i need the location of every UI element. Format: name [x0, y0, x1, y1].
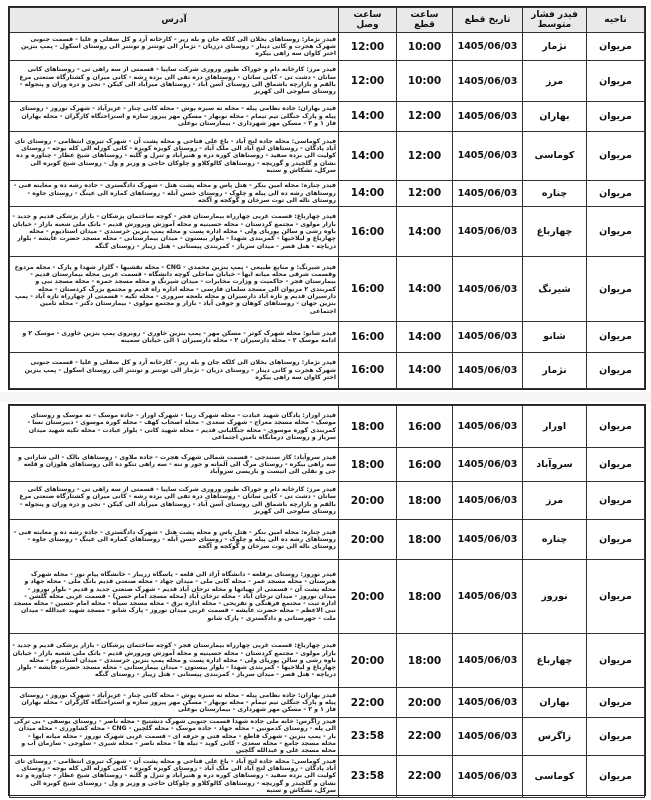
address-cell: فیدر اورار: پادگان شهید عبادت - محله شهرک زیبا - شهرک اورار - جاده موسک - ته موسک و روستای موسک - محله مسجد معراج - شهرک سعدی - محله اصحاب کهف - محله کوره موسوی - دبیرستان نسا - کمربندی کوره موسوی - محله جنگلبانی قدیم - محله شهید کانی - بلوار عبادت - محله تکیه شهید میدان سرباز و روستای درمانگاه تامین اجتماعی	[10, 406, 339, 448]
feeder-cell: اورار	[523, 406, 587, 448]
schedule-table	[9, 7, 645, 389]
table-row	[10, 132, 645, 181]
region-cell: مریوان	[587, 688, 645, 718]
address-cell: فیدر چهارباغ: قسمت غربی چهارراه بیمارستان فجر - کوچه ساختمان پزشکان - بازار پزشکی قدیم و جدید - بازار مولوی - مجتمع کردستان - محله حسینیه و محله آموزش وپرورش قدیم - بانک ملی شعبه بازار - خیابان باوه رشی و سالن پوریای ولی - محله اداره پست و محله پمپ بنزین خرسندی - میدان استادیوم - محله چهارباغ و لیلاخیها - کمربندی شهدا - بلوار بیستون - میدان بیمارستانی - محله مسجد حضرت عایشه - بلوار دریاچه - هتل قصر - میدان سرباز - کمربندی پیستانی - هتل زیبار - روستای گنگه	[10, 206, 339, 257]
connect-time-cell: 23:58	[339, 755, 397, 797]
address-cell: فیدر مرز: کارخانه دام و خوراک طیور وروری شرکت ساپیا - قسمتی از سه راهی تی - روستاهای کانی سانان - دشت تی - کانی سانان - روستاهای دره تفی الی برده رشه - کانی میران و کشتارگاه صنعتی مرغ بالقم و بازارچه باشماق الی روستای آسن آباد - روستاهای میرآباد الی کیکن - نجی و دره وران و پنجوله - روستای سلوجی الی کهریز	[10, 61, 339, 101]
date-cell: 1405/06/03	[453, 718, 523, 756]
outage-table-top	[8, 6, 646, 390]
region-cell: مریوان	[587, 322, 645, 352]
feeder-cell: بهاران	[523, 101, 587, 131]
address-cell: فیدر کوماسی: محله جاده لنج آباد - باغ علی فتاحی و محله پشت آن - شهرک تیروی انتظامی - روستای تای آباد پادگان - روستاهای لنج آباد الی ملک آباد - روستای کویزه کویزه - کانی کوزله الی کله بوجه - روستای کولیت الی برده سفید - روستاهای کوره دره و هنیرآباد و تنرل و گلبه - روستاهای شیخ عطار - چناوره و ده نشان و گلچیدر و گوریچه - روستاهای کالوکلاو و چلوکان حاجی و وزیر و ول - روستای شیخ کوبره الی سرکل، نشکاش و ستبه	[10, 755, 339, 797]
address-cell: فیدر سروآباد: کاز سنندجی - قسمت شمالی شهرک هجرت - جاده ملاوی - روستاهای بالک - الی شارانی و سه راهی بیکره - روستای مرگ الی آلمانه و جور و ننه - سه راهی تنکو ده الی روستاهای هلوزان و قلعه جی و نقلی الی انیست و باریسی سروآباد	[10, 448, 339, 482]
table-row	[10, 352, 645, 388]
date-cell: 1405/06/03	[453, 257, 523, 322]
address-cell: فیدر نژمار: روستاهای بخلان الی کلکه جان و بله زیر - کارخانه آرد و کل سقلی و علیا - قسمت جنوبی شهرک هجرت و کانی دینار - روستای درزیان - نژمار الی تونتنر و تونتنر الی روستای اسکول - پمپ بنزین اختر کاوان سه راهی بیکره	[10, 33, 339, 61]
header-address: آدرس	[10, 8, 339, 33]
feeder-cell: بهاران	[523, 688, 587, 718]
address-cell: فیدر چناره: محله امین بنکر - هتل پاس و محله پشت هتل - شهرک دادگستری - جاده رشه ده و معاینه فنی - روستاهای رشه ده الی پیله و چلوک - روستای حسن آبله - روستاهای کماره الی عینگ - روستای جاوه - روستای ناله الی توت سرخان و گوکجه و آگجه	[10, 180, 339, 206]
connect-time-cell: 14:00	[339, 132, 397, 181]
cut-time-cell: 12:00	[397, 180, 453, 206]
region-cell: مریوان	[587, 755, 645, 797]
header-cut-time: ساعت قطع	[397, 8, 453, 33]
region-cell: مریوان	[587, 560, 645, 634]
cut-time-cell: 14:00	[397, 322, 453, 352]
feeder-cell: نژمار	[523, 352, 587, 388]
date-cell: 1405/06/03	[453, 688, 523, 718]
connect-time-cell: 16:00	[339, 257, 397, 322]
region-cell: مریوان	[587, 406, 645, 448]
region-cell: مریوان	[587, 448, 645, 482]
table-row	[10, 718, 645, 756]
table-row	[10, 520, 645, 560]
region-cell: مریوان	[587, 718, 645, 756]
cut-time-cell: 10:00	[397, 33, 453, 61]
table-row	[10, 688, 645, 718]
region-cell: مریوان	[587, 33, 645, 61]
address-cell: فیدر زاگرس: خانه ملی جاده شهدا قسمت جنوبی شهرک دنشتیج - محله ناصر - روستای یوسفی - بی ترکی الی پله - روستای کدمونین - محله جهاد - جاده موسک - محله گلچین - CNG - محله کشاورزی - محله میدان بار - پمپ بنزین - شهرک قاطع - محله فتی و حرفه ای - قسمت غربی شهرک نوروز - محله میانه ابها - محله مسجد جامع - محله سعدی - کانی کوید - نیله ها - محله ناصر - محله شیری - سلوجی - سازمان آب و محله مسجد علی و عبدالله گلچین	[10, 718, 339, 756]
feeder-cell: چناره	[523, 180, 587, 206]
address-cell: فیدر چهارباغ: قسمت غربی چهارراه بیمارستان فجر - کوچه ساختمان پزشکان - بازار پزشکی قدیم و جدید - بازار مولوی - مجتمع کردستان - محله حسینیه و محله آموزش وپرورش قدیم - بانک ملی شعبه بازار - خیابان باوه رشی و سالن پوریای ولی - محله اداره پست و محله پمپ بنزین خرسندی - میدان استادیوم - محله چهارباغ و لیلاخیها - کمربندی شهدا - بلوار بیستون - میدان بیمارستانی - محله مسجد حضرت عایشه - بلوار دریاچه - هتل قصر - میدان سرباز - کمربندی پیستانی - هتل زیبار - روستای گنگه	[10, 634, 339, 688]
region-cell: مریوان	[587, 352, 645, 388]
region-cell: مریوان	[587, 180, 645, 206]
schedule-table	[9, 405, 645, 798]
table-row	[10, 448, 645, 482]
date-cell: 1405/06/03	[453, 33, 523, 61]
connect-time-cell: 23:58	[339, 718, 397, 756]
connect-time-cell: 16:00	[339, 322, 397, 352]
connect-time-cell: 20:00	[339, 482, 397, 520]
cut-time-cell: 22:00	[397, 718, 453, 756]
cut-time-cell: 18:00	[397, 520, 453, 560]
date-cell: 1405/06/03	[453, 755, 523, 797]
feeder-cell: کوماسی	[523, 132, 587, 181]
table-row	[10, 61, 645, 101]
date-cell: 1405/06/03	[453, 482, 523, 520]
table-row	[10, 634, 645, 688]
table-row	[10, 755, 645, 797]
table-row	[10, 206, 645, 257]
connect-time-cell: 20:00	[339, 520, 397, 560]
cut-time-cell: 18:00	[397, 634, 453, 688]
table-row	[10, 322, 645, 352]
connect-time-cell: 16:00	[339, 206, 397, 257]
address-cell: فیدر نوروز: روستای برقلعه - دانشگاه آزاد الی قلعه - پاسگاه زریبار - خانشگاه پیام نور - محله شهرک هنرستان - محله مسجد عمر - محله کانی ملی - میدان جهاد - محله صنعتی قدیم بانک ملی - محله جهاد و محله پشت آن - قسمتی از تهیاتها و محله ترخان آباد قدیم - شهرک صنعتی جدید و قدیم - بلوار نوروز - میدان نوروز - میدان ترخان آباد - محله ترخان آباد (محله مسجد امام حسن) - قسمت غربی محله گلشن - اداره ثبت - مجتمع فرهنگی و تفریحی - محله اداره برق - محله مسجد سیاه - محله امام حسین - محله مسجد نبی الاعظم - محله حضرت عایشه - قسمت غربی میدان نوروز - پارک شانو - مسجد شهید عبدالله - میدان ملت - جهرستانی و دادگستری - پارک شانو	[10, 560, 339, 634]
feeder-cell: چهارباغ	[523, 634, 587, 688]
address-cell: فیدر بهاران: جاده نظامی پیله - محله ته سبزه پوش - محله کانی چنار - عزیزآباد - شهرک نوروز - روستای پیله و پارک جنگلی تیم تیمام - محله نوبهار - مسکن مهر پیروز سازه و استراحتگاه کارگران - محله بهاران فاز ۱ و ۲ - مسکن مهر شهرداری - بیمارستان بوعلی	[10, 688, 339, 718]
outage-table-bottom	[8, 404, 646, 796]
header-row	[10, 8, 645, 33]
date-cell: 1405/06/03	[453, 352, 523, 388]
date-cell: 1405/06/03	[453, 206, 523, 257]
header-connect-time: ساعت وصل	[339, 8, 397, 33]
cut-time-cell: 14:00	[397, 206, 453, 257]
date-cell: 1405/06/03	[453, 132, 523, 181]
feeder-cell: کوماسی	[523, 755, 587, 797]
connect-time-cell: 18:00	[339, 448, 397, 482]
cut-time-cell: 16:00	[397, 406, 453, 448]
cut-time-cell: 14:00	[397, 257, 453, 322]
date-cell: 1405/06/03	[453, 180, 523, 206]
cut-time-cell: 18:00	[397, 560, 453, 634]
feeder-cell: مرز	[523, 482, 587, 520]
address-cell: فیدر شانو: محله شهرک کوثر - مسکن مهر - پمپ بنزین خاوری - روبروی پمپ بنزین خاوری - موسک ۲ و ادامه موسک ۲ - محله دارسیران ۲ - محله دارسیران ۱ الی خیابان سمینه	[10, 322, 339, 352]
connect-time-cell: 22:00	[339, 688, 397, 718]
feeder-cell: نژمار	[523, 33, 587, 61]
table-row	[10, 560, 645, 634]
cut-time-cell: 22:00	[397, 755, 453, 797]
region-cell: مریوان	[587, 61, 645, 101]
connect-time-cell: 14:00	[339, 180, 397, 206]
cut-time-cell: 20:00	[397, 688, 453, 718]
page-gap	[0, 392, 651, 402]
table-row	[10, 33, 645, 61]
table-row	[10, 482, 645, 520]
region-cell: مریوان	[587, 634, 645, 688]
feeder-cell: شانو	[523, 322, 587, 352]
date-cell: 1405/06/03	[453, 520, 523, 560]
date-cell: 1405/06/03	[453, 560, 523, 634]
cut-time-cell: 12:00	[397, 132, 453, 181]
date-cell: 1405/06/03	[453, 322, 523, 352]
cut-time-cell: 14:00	[397, 352, 453, 388]
date-cell: 1405/06/03	[453, 101, 523, 131]
feeder-cell: چهارباغ	[523, 206, 587, 257]
table-row	[10, 406, 645, 448]
feeder-cell: مرز	[523, 61, 587, 101]
address-cell: فیدر شیرنگ: و منابع طبیعی - پمپ بنزین محمدی - CNG - محله نقشیها - گلزار شهدا و پارک - محله مردوخ وقسمت شرقی محله میانه ابها - خیابان ساحلی کوچه دانشگاه - قسمت غربی محله بیمارستان قدیم - بیمارستان فجر - حاکمیت و وزارت مخابرات - میدان شیرنگ و محله مسجد حمزه - محله مسجد نبی و کمربندی ۲ مریوان الی مسجد سلمان فارسی - محله اداره راه قدیم و مجتمع بزرگ کردستان - محله دارسیران قدیم و تازه آباد دارسیران و محله بلعجه سروری - محله تکیه - قسمتی از چهارراه تازه آباد - پمپ بنزین جهان - روستاهای کوهان و جوقی آباد - بازار و مجتمع مولوی - بیمارستان دکتر - محله تامین اجتماعی	[10, 257, 339, 322]
region-cell: مریوان	[587, 132, 645, 181]
date-cell: 1405/06/03	[453, 61, 523, 101]
connect-time-cell: 20:00	[339, 560, 397, 634]
region-cell: مریوان	[587, 482, 645, 520]
date-cell: 1405/06/03	[453, 634, 523, 688]
table-row	[10, 101, 645, 131]
cut-time-cell: 10:00	[397, 61, 453, 101]
address-cell: فیدر بهاران: جاده نظامی پیله - محله ته سبزه پوش - محله کانی چنار - عزیزآباد - شهرک نوروز - روستای پیله و پارک جنگلی تیم تیمام - محله نوبهار - مسکن مهر پیروز سازه و استراحتگاه کارگران - محله بهاران فاز ۱ و ۲ - مسکن مهر شهرداری - بیمارستان بوعلی	[10, 101, 339, 131]
cut-time-cell: 12:00	[397, 101, 453, 131]
address-cell: فیدر مرز: کارخانه دام و خوراک طیور وروری شرکت ساپیا - قسمتی از سه راهی تی - روستاهای کانی سانان - دشت تی - کانی سانان - روستاهای دره تفی الی برده رشه - کانی میران و کشتارگاه صنعتی مرغ بالقم و بازارچه باشماق الی روستای آسن آباد - روستاهای میرآباد الی کیکن - نجی و دره وران و پنجوله - روستای سلوجی الی کهریز	[10, 482, 339, 520]
region-cell: مریوان	[587, 257, 645, 322]
connect-time-cell: 16:00	[339, 352, 397, 388]
date-cell: 1405/06/03	[453, 406, 523, 448]
connect-time-cell: 14:00	[339, 101, 397, 131]
cut-time-cell: 18:00	[397, 482, 453, 520]
header-feeder: فیدر فشار متوسط	[523, 8, 587, 33]
feeder-cell: سروآباد	[523, 448, 587, 482]
connect-time-cell: 12:00	[339, 61, 397, 101]
region-cell: مریوان	[587, 101, 645, 131]
cut-time-cell: 16:00	[397, 448, 453, 482]
feeder-cell: چناره	[523, 520, 587, 560]
date-cell: 1405/06/03	[453, 448, 523, 482]
feeder-cell: شیرنگ	[523, 257, 587, 322]
table-row	[10, 180, 645, 206]
address-cell: فیدر کوماسی: محله جاده لنج آباد - باغ علی فتاحی و محله پشت آن - شهرک تیروی انتظامی - روستای تای آباد پادگان - روستاهای لنج آباد الی ملک آباد - روستای کویزه کویزه - کانی کوزله الی کله بوجه - روستای کولیت الی برده سفید - روستاهای کوره دره و هنیرآباد و تنرل و گلبه - روستاهای شیخ عطار - چناوره و ده نشان و گلچیدر و گوریچه - روستاهای کالوکلاو و چلوکان حاجی و وزیر و ول - روستای شیخ کوبره الی سرکل، نشکاش و ستبه	[10, 132, 339, 181]
connect-time-cell: 20:00	[339, 634, 397, 688]
region-cell: مریوان	[587, 206, 645, 257]
feeder-cell: نوروز	[523, 560, 587, 634]
table-row	[10, 257, 645, 322]
region-cell: مریوان	[587, 520, 645, 560]
connect-time-cell: 12:00	[339, 33, 397, 61]
address-cell: فیدر نژمار: روستاهای بخلان الی کلکه جان و بله زیر - کارخانه آرد و کل سقلی و علیا - قسمت جنوبی شهرک هجرت و کانی دینار - روستای دزیان - نژمار الی تونتنر و تونتنر الی روستای اسکول - پمپ بنزین اختر کاوان سه راهی بیکره	[10, 352, 339, 388]
feeder-cell: زاگرس	[523, 718, 587, 756]
connect-time-cell: 18:00	[339, 406, 397, 448]
address-cell: فیدر چناره: محله امین بنکر - هتل پاس و محله پشت هتل - شهرک دادگستری - جاده رشه ده و معاینه فنی - روستاهای رشه ده الی پیله و چلوک - روستای حسن آبله - روستاهای کماره الی عینگ - روستای جاوه - روستای ناله الی توت سرخان و گوکجه و آگجه	[10, 520, 339, 560]
header-date: تاریخ قطع	[453, 8, 523, 33]
header-region: ناحیه	[587, 8, 645, 33]
